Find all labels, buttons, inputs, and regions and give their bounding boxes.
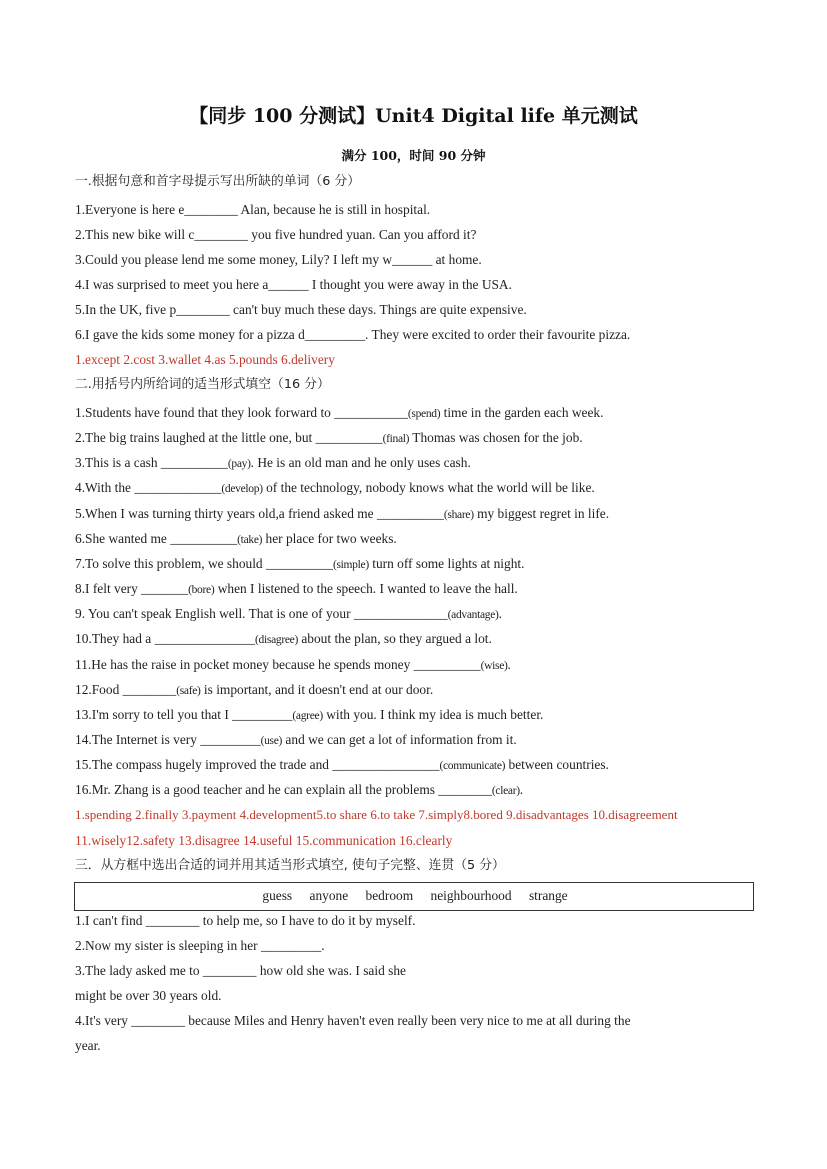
section2-item: 6.She wanted me __________(take) her place for two weeks. [75, 531, 397, 546]
word-hint: (advantage) [447, 609, 499, 621]
section3-item-continued: year. [75, 1038, 101, 1053]
section1-item: 4.I was surprised to meet you here a______ I thought you were away in the USA. [75, 277, 512, 292]
section1-item: 6.I gave the kids some money for a pizza d_________. They were excited to order their favourite pizza. [75, 327, 631, 342]
word-hint: (final) [382, 433, 410, 445]
section2-item: 13.I'm sorry to tell you that I _________(agree) with you. I think my idea is much better. [75, 707, 544, 722]
word-hint: (wise) [480, 660, 508, 672]
word-bank-box [74, 882, 754, 911]
word-hint: (use) [260, 735, 283, 747]
word-bank-item: neighbourhood [430, 888, 512, 903]
word-hint: (spend) [407, 408, 441, 420]
section2-heading: 二.用括号内所给词的适当形式填空（16 分） [75, 377, 330, 392]
section2-item: 14.The Internet is very _________(use) and we can get a lot of information from it. [75, 732, 517, 747]
word-bank [75, 888, 755, 904]
section1-item: 3.Could you please lend me some money, Lily? I left my w______ at home. [75, 252, 482, 267]
section3-item: 3.The lady asked me to ________ how old she was. I said she [75, 963, 406, 978]
section3-heading: 三．从方框中选出合适的词并用其适当形式填空, 使句子完整、连贯（5 分） [75, 858, 505, 873]
section2-item: 9. You can't speak English well. That is one of your ______________(advantage). [75, 606, 502, 621]
section1-item: 5.In the UK, five p________ can't buy much these days. Things are quite expensive. [75, 302, 527, 317]
page-title: 【同步 100 分测试】Unit4 Digital life 单元测试 [189, 105, 638, 127]
word-hint: (share) [443, 509, 474, 521]
section2-answer-key: 1.spending 2.finally 3.payment 4.development5.to share 6.to take 7.simply8.bored 9.disadvantages 10.disagreement [75, 807, 678, 822]
section2-item: 7.To solve this problem, we should __________(simple) turn off some lights at night. [75, 556, 525, 571]
section2-item: 8.I felt very _______(bore) when I listened to the speech. I wanted to leave the hall. [75, 581, 518, 596]
section3-item-continued: might be over 30 years old. [75, 988, 222, 1003]
word-hint: (simple) [332, 559, 369, 571]
section1-heading: 一.根据句意和首字母提示写出所缺的单词（6 分） [75, 174, 361, 189]
section2-answer-key: 11.wisely12.safety 13.disagree 14.useful 15.communication 16.clearly [75, 833, 453, 848]
section2-item: 15.The compass hugely improved the trade and ________________(communicate) between countries. [75, 757, 609, 772]
word-bank-item: anyone [309, 888, 349, 903]
section2-item: 3.This is a cash __________(pay). He is an old man and he only uses cash. [75, 455, 471, 470]
section3-item: 2.Now my sister is sleeping in her _________. [75, 938, 325, 953]
section1-answer-key: 1.except 2.cost 3.wallet 4.as 5.pounds 6.delivery [75, 352, 335, 367]
word-hint: (agree) [292, 710, 323, 722]
word-hint: (communicate) [439, 760, 506, 772]
word-hint: (disagree) [255, 634, 298, 646]
word-bank-item: guess [262, 888, 293, 903]
section2-item: 5.When I was turning thirty years old,a friend asked me __________(share) my biggest regret in life. [75, 506, 610, 521]
section2-item: 10.They had a _______________(disagree) about the plan, so they argued a lot. [75, 631, 492, 646]
page-subtitle: 满分 100，时间 90 分钟 [341, 148, 486, 163]
word-hint: (clear) [491, 785, 520, 797]
word-hint: (pay) [227, 458, 251, 470]
section2-item: 1.Students have found that they look forward to ___________(spend) time in the garden each week. [75, 405, 604, 420]
section1-item: 2.This new bike will c________ you five hundred yuan. Can you afford it? [75, 227, 477, 242]
section3-item: 1.I can't find ________ to help me, so I have to do it by myself. [75, 913, 416, 928]
section2-item: 16.Mr. Zhang is a good teacher and he can explain all the problems ________(clear). [75, 782, 524, 797]
section2-item: 2.The big trains laughed at the little one, but __________(final) Thomas was chosen for the job. [75, 430, 583, 445]
word-hint: (safe) [176, 685, 201, 697]
word-hint: (take) [237, 534, 263, 546]
word-bank-item: strange [528, 888, 568, 903]
section1-item: 1.Everyone is here e________ Alan, because he is still in hospital. [75, 202, 431, 217]
word-hint: (develop) [221, 483, 263, 495]
word-hint: (bore) [188, 584, 215, 596]
section2-item: 4.With the _____________(develop) of the technology, nobody knows what the world will be like. [75, 480, 595, 495]
section2-item: 11.He has the raise in pocket money because he spends money __________(wise). [75, 657, 511, 672]
section2-item: 12.Food ________(safe) is important, and it doesn't end at our door. [75, 682, 434, 697]
word-bank-item: bedroom [365, 888, 414, 903]
section3-item: 4.It's very ________ because Miles and Henry haven't even really been very nice to me at all during the [75, 1013, 631, 1028]
